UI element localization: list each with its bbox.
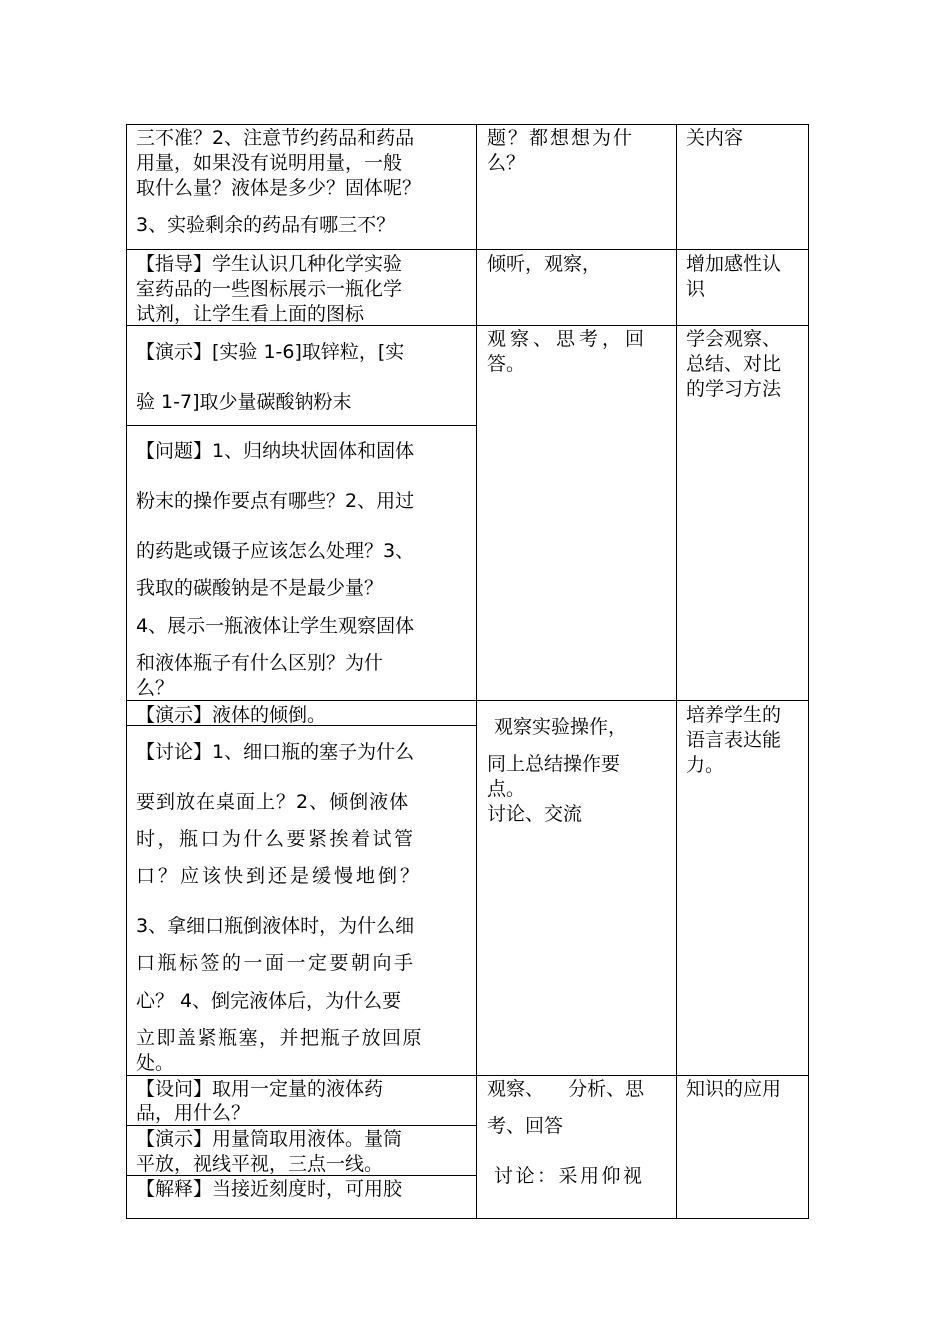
teacher-text-line: 粉末的操作要点有哪些？2、用过 [136, 490, 415, 512]
teacher-text-line: 【解释】当接近刻度时，可用胶 [136, 1178, 403, 1200]
intent-text-line: 力。 [686, 754, 725, 776]
student-text-line: 观察、 分析、思 [487, 1078, 645, 1100]
teacher-text-line: 4、展示一瓶液体让学生观察固体 [136, 615, 415, 637]
teacher-text-line: 用量，如果没有说明用量，一般 [136, 152, 403, 174]
teacher-text-line: 要到放在桌面上？2、倾倒液体 [136, 791, 410, 813]
student-text-line: 题？都想想为什 [487, 127, 635, 149]
intent-text-line: 的学习方法 [686, 378, 782, 400]
student-text-line: 么？ [487, 152, 526, 174]
student-text-line: 考、回答 [487, 1115, 564, 1137]
teacher-text-line: 品，用什么？ [136, 1102, 251, 1124]
teacher-text-line: 三不准？2、注意节约药品和药品 [136, 127, 415, 149]
teacher-text-line: 【设问】取用一定量的液体药 [136, 1078, 384, 1100]
column-divider [476, 124, 477, 1219]
student-text-line: 倾听，观察， [487, 253, 602, 275]
column-divider [676, 124, 677, 1219]
row-divider [126, 249, 809, 250]
teacher-text-line: 试剂，让学生看上面的图标 [136, 303, 365, 325]
teacher-text-line: 的药匙或镊子应该怎么处理？3、 [136, 540, 415, 562]
teacher-text-line: 【演示】用量筒取用液体。量筒 [136, 1128, 403, 1150]
student-text-line: 答。 [487, 353, 526, 375]
teacher-text-line: 平放，视线平视，三点一线。 [136, 1153, 384, 1175]
intent-text-line: 知识的应用 [686, 1078, 782, 1100]
row-divider [126, 1075, 809, 1076]
teacher-text-line: 和液体瓶子有什么区别？为什 [136, 652, 384, 674]
student-text-line: 点。 [487, 778, 526, 800]
teacher-text-line: 心？ 4、倒完液体后，为什么要 [136, 990, 402, 1012]
teacher-text-line: 时，瓶口为什么要紧挨着试管 [136, 828, 416, 850]
student-text-line: 同上总结操作要 [487, 753, 621, 775]
student-text-line: 观察、思考，回 [487, 328, 649, 350]
teacher-text-line: 口瓶标签的一面一定要朝向手 [136, 952, 416, 974]
teacher-text-line: 3、拿细口瓶倒液体时，为什么细 [136, 915, 415, 937]
teacher-text-line: 3、实验剩余的药品有哪三不？ [136, 214, 396, 236]
teacher-text-line: 【演示】[实验 1-6]取锌粒，[实 [136, 341, 405, 363]
teacher-text-line: 【演示】液体的倾倒。 [136, 704, 327, 726]
teacher-text-line: 我取的碳酸钠是不是最少量？ [136, 577, 384, 599]
student-text-line: 讨论：采用仰视 [494, 1165, 645, 1187]
teacher-text-line: 【问题】1、归纳块状固体和固体 [136, 440, 415, 462]
teacher-text-line: 取什么量？液体是多少？固体呢？ [136, 177, 422, 199]
row-divider [126, 700, 809, 701]
teacher-text-line: 口？应该快到还是缓慢地倒？ [136, 865, 423, 887]
teacher-text-line: 么？ [136, 677, 175, 699]
table-border-bottom [126, 1218, 809, 1219]
cell-divider [126, 425, 476, 426]
student-text-line: 讨论、交流 [487, 803, 583, 825]
intent-text-line: 总结、对比 [686, 353, 782, 375]
intent-text-line: 关内容 [686, 127, 744, 149]
intent-text-line: 语言表达能 [686, 729, 782, 751]
table-border-right [808, 124, 809, 1219]
student-text-line: 观察实验操作， [494, 716, 628, 738]
teacher-text-line: 验 1-7]取少量碳酸钠粉末 [136, 391, 352, 413]
teacher-text-line: 处。 [136, 1052, 175, 1074]
teacher-text-line: 【讨论】1、细口瓶的塞子为什么 [136, 741, 415, 763]
table-border-top [126, 124, 809, 125]
intent-text-line: 培养学生的 [686, 704, 782, 726]
intent-text-line: 识 [686, 278, 706, 300]
intent-text-line: 增加感性认 [686, 253, 782, 275]
teacher-text-line: 室药品的一些图标展示一瓶化学 [136, 278, 403, 300]
teacher-text-line: 【指导】学生认识几种化学实验 [136, 253, 403, 275]
teacher-text-line: 立即盖紧瓶塞，并把瓶子放回原 [136, 1027, 424, 1049]
table-border-left [126, 124, 127, 1219]
intent-text-line: 学会观察、 [686, 328, 782, 350]
